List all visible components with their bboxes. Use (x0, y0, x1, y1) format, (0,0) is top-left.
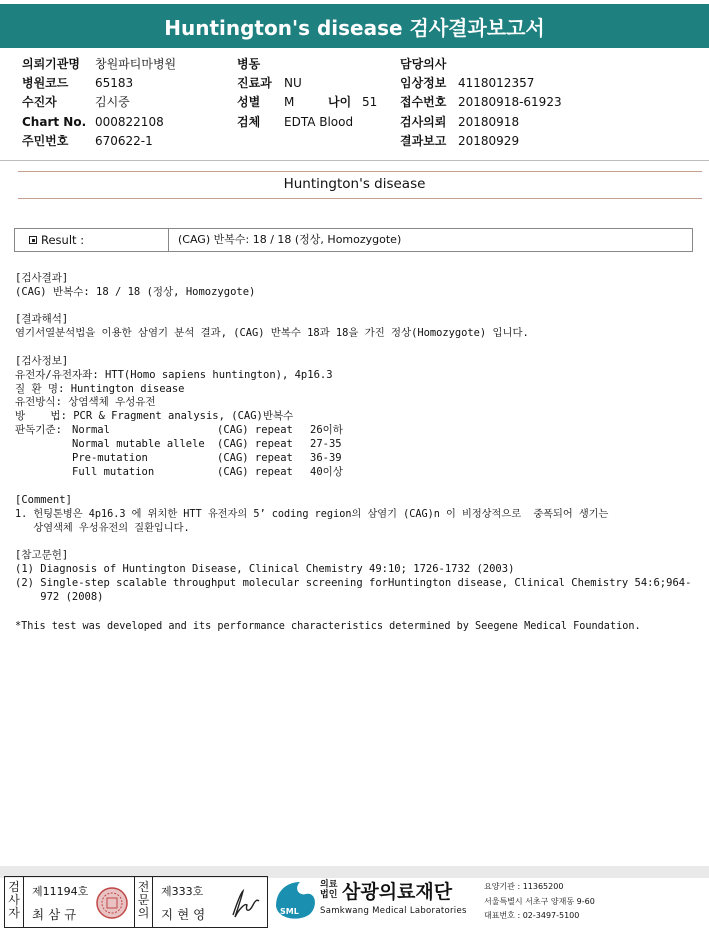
info-value: 4118012357 (458, 76, 535, 90)
disclaimer: *This test was developed and its performance characteristics determined by Seegene Medical Foundation. (15, 621, 641, 632)
info-label: 주민번호 (22, 134, 69, 148)
test-info-heading: [검사정보] (15, 355, 69, 367)
criteria-range: 26이하 (310, 424, 343, 436)
criteria-category: Normal mutable allele (72, 438, 205, 450)
logo-text: SML (280, 907, 299, 916)
info-row (22, 94, 130, 110)
criteria-category: Pre-mutation (72, 452, 148, 464)
info-row (237, 75, 302, 91)
info-value: 창원파티마병원 (95, 57, 177, 71)
section-rule-top (18, 171, 702, 172)
org-prefix-bottom: 법인 (320, 890, 338, 900)
header-divider (0, 160, 709, 161)
info-label: 접수번호 (400, 95, 447, 109)
criteria-label: 판독기준: (15, 424, 62, 436)
info-value: EDTA Blood (284, 115, 354, 129)
info-label: 담당의사 (400, 57, 447, 71)
inheritance-line: 유전방식: 상염색체 우성유전 (15, 396, 156, 408)
label-char: 자 (8, 906, 20, 920)
org-code: 요양기관 : 11365200 (484, 882, 564, 891)
reference-item: (1) Diagnosis of Huntington Disease, Clinical Chemistry 49:10; 1726-1732 (2003) (15, 563, 515, 575)
comment-heading: [Comment] (15, 494, 72, 506)
info-row (400, 114, 520, 130)
info-row (237, 114, 354, 130)
info-row (400, 75, 535, 91)
method-line: 방 법: PCR & Fragment analysis, (CAG)반복수 (15, 410, 294, 422)
seal-stamp-icon (95, 885, 129, 921)
tester-name: 최삼규 (32, 907, 81, 922)
specialist-name: 지현영 (161, 907, 210, 922)
info-label: 검사의뢰 (400, 115, 447, 129)
criteria-repeat: (CAG) repeat (217, 452, 293, 464)
info-value: 김시중 (95, 95, 130, 109)
disease-line: 질 환 명: Huntington disease (15, 383, 185, 395)
info-label: 수진자 (22, 95, 57, 109)
info-value: 670622-1 (95, 134, 153, 148)
info-label: 진료과 (237, 76, 272, 90)
references-heading: [참고문헌] (15, 549, 69, 561)
info-value: 20180918-61923 (458, 95, 562, 109)
sml-logo-icon (270, 876, 322, 926)
result-label: Result : (41, 233, 85, 247)
label-char: 사 (8, 893, 20, 907)
org-phone: 대표번호 : 02-3497-5100 (484, 911, 580, 920)
info-row (400, 94, 562, 110)
signature-icon (223, 883, 265, 923)
info-value: M (284, 95, 295, 109)
info-row (22, 56, 177, 72)
info-row (22, 133, 153, 149)
info-row (237, 94, 378, 110)
specialist-license: 제333호 (161, 885, 204, 898)
section-title: Huntington's disease (283, 176, 426, 192)
interpretation-heading: [결과해석] (15, 313, 69, 325)
info-row (22, 114, 164, 130)
info-label: Chart No. (22, 115, 87, 129)
org-prefix-top: 의료 (320, 880, 338, 890)
signature-box (4, 876, 268, 928)
criteria-repeat: (CAG) repeat (217, 424, 293, 436)
tester-license: 제11194호 (32, 885, 89, 898)
label-char: 의 (137, 906, 150, 920)
criteria-repeat: (CAG) repeat (217, 438, 293, 450)
tester-column-label (5, 877, 24, 927)
org-address: 서울특별시 서초구 양재동 9-60 (484, 897, 595, 906)
info-value: 65183 (95, 76, 134, 90)
info-value: 000822108 (95, 115, 164, 129)
info-label: 의뢰기관명 (22, 57, 80, 71)
section-rule-bottom (18, 198, 702, 199)
criteria-range: 36-39 (310, 452, 342, 464)
criteria-range: 27-35 (310, 438, 342, 450)
findings-heading: [검사결과] (15, 272, 69, 284)
info-row (400, 56, 446, 72)
reference-item: (2) Single-step scalable throughput molecular screening forHuntington disease, Clinical Chemistry 54:6;964- (15, 577, 692, 589)
specialist-column-label (134, 877, 153, 927)
label-char: 검 (8, 880, 20, 894)
info-row (22, 75, 134, 91)
info-label: 성별 (237, 95, 261, 109)
org-prefix (320, 880, 337, 900)
criteria-range: 40이상 (310, 466, 343, 478)
comment-line: 1. 헌팅톤병은 4p16.3 에 위치한 HTT 유전자의 5’ coding region의 삼염기 (CAG)n 이 비정상적으로 중폭되어 생기는 (15, 509, 609, 520)
age-label: 나이 (328, 95, 352, 109)
info-value: NU (284, 76, 302, 90)
label-char: 문 (137, 893, 150, 907)
interpretation-text: 염기서열분석법을 이용한 삼염기 분석 결과, (CAG) 반복수 18과 18을 가진 정상(Homozygote) 입니다. (15, 327, 529, 339)
comment-line: 상염색체 우성유전의 질환입니다. (15, 523, 190, 534)
reference-item: 972 (2008) (15, 591, 104, 603)
result-label-cell (15, 229, 169, 251)
org-name: 삼광의료재단 (342, 881, 453, 903)
result-summary-box (14, 228, 693, 252)
info-label: 임상정보 (400, 76, 447, 90)
criteria-repeat: (CAG) repeat (217, 466, 293, 478)
info-label: 결과보고 (400, 134, 447, 148)
info-label: 병동 (237, 57, 261, 71)
info-label: 병원코드 (22, 76, 69, 90)
criteria-category: Full mutation (72, 466, 155, 478)
checkbox-icon (29, 236, 37, 244)
result-value: (CAG) 반복수: 18 / 18 (정상, Homozygote) (178, 233, 402, 246)
gene-line: 유전자/유전자좌: HTT(Homo sapiens huntington), 4p16.3 (15, 369, 333, 381)
info-row (237, 56, 260, 72)
info-label: 검체 (237, 115, 261, 129)
info-value: 20180929 (458, 134, 520, 148)
org-name-en: Samkwang Medical Laboratories (320, 906, 467, 916)
report-title: Huntington's disease 검사결과보고서 (0, 4, 709, 48)
criteria-category: Normal (72, 424, 110, 436)
age-value: 51 (362, 95, 378, 109)
info-value: 20180918 (458, 115, 520, 129)
info-row (400, 133, 520, 149)
findings-text: (CAG) 반복수: 18 / 18 (정상, Homozygote) (15, 286, 256, 298)
label-char: 전 (137, 880, 150, 894)
